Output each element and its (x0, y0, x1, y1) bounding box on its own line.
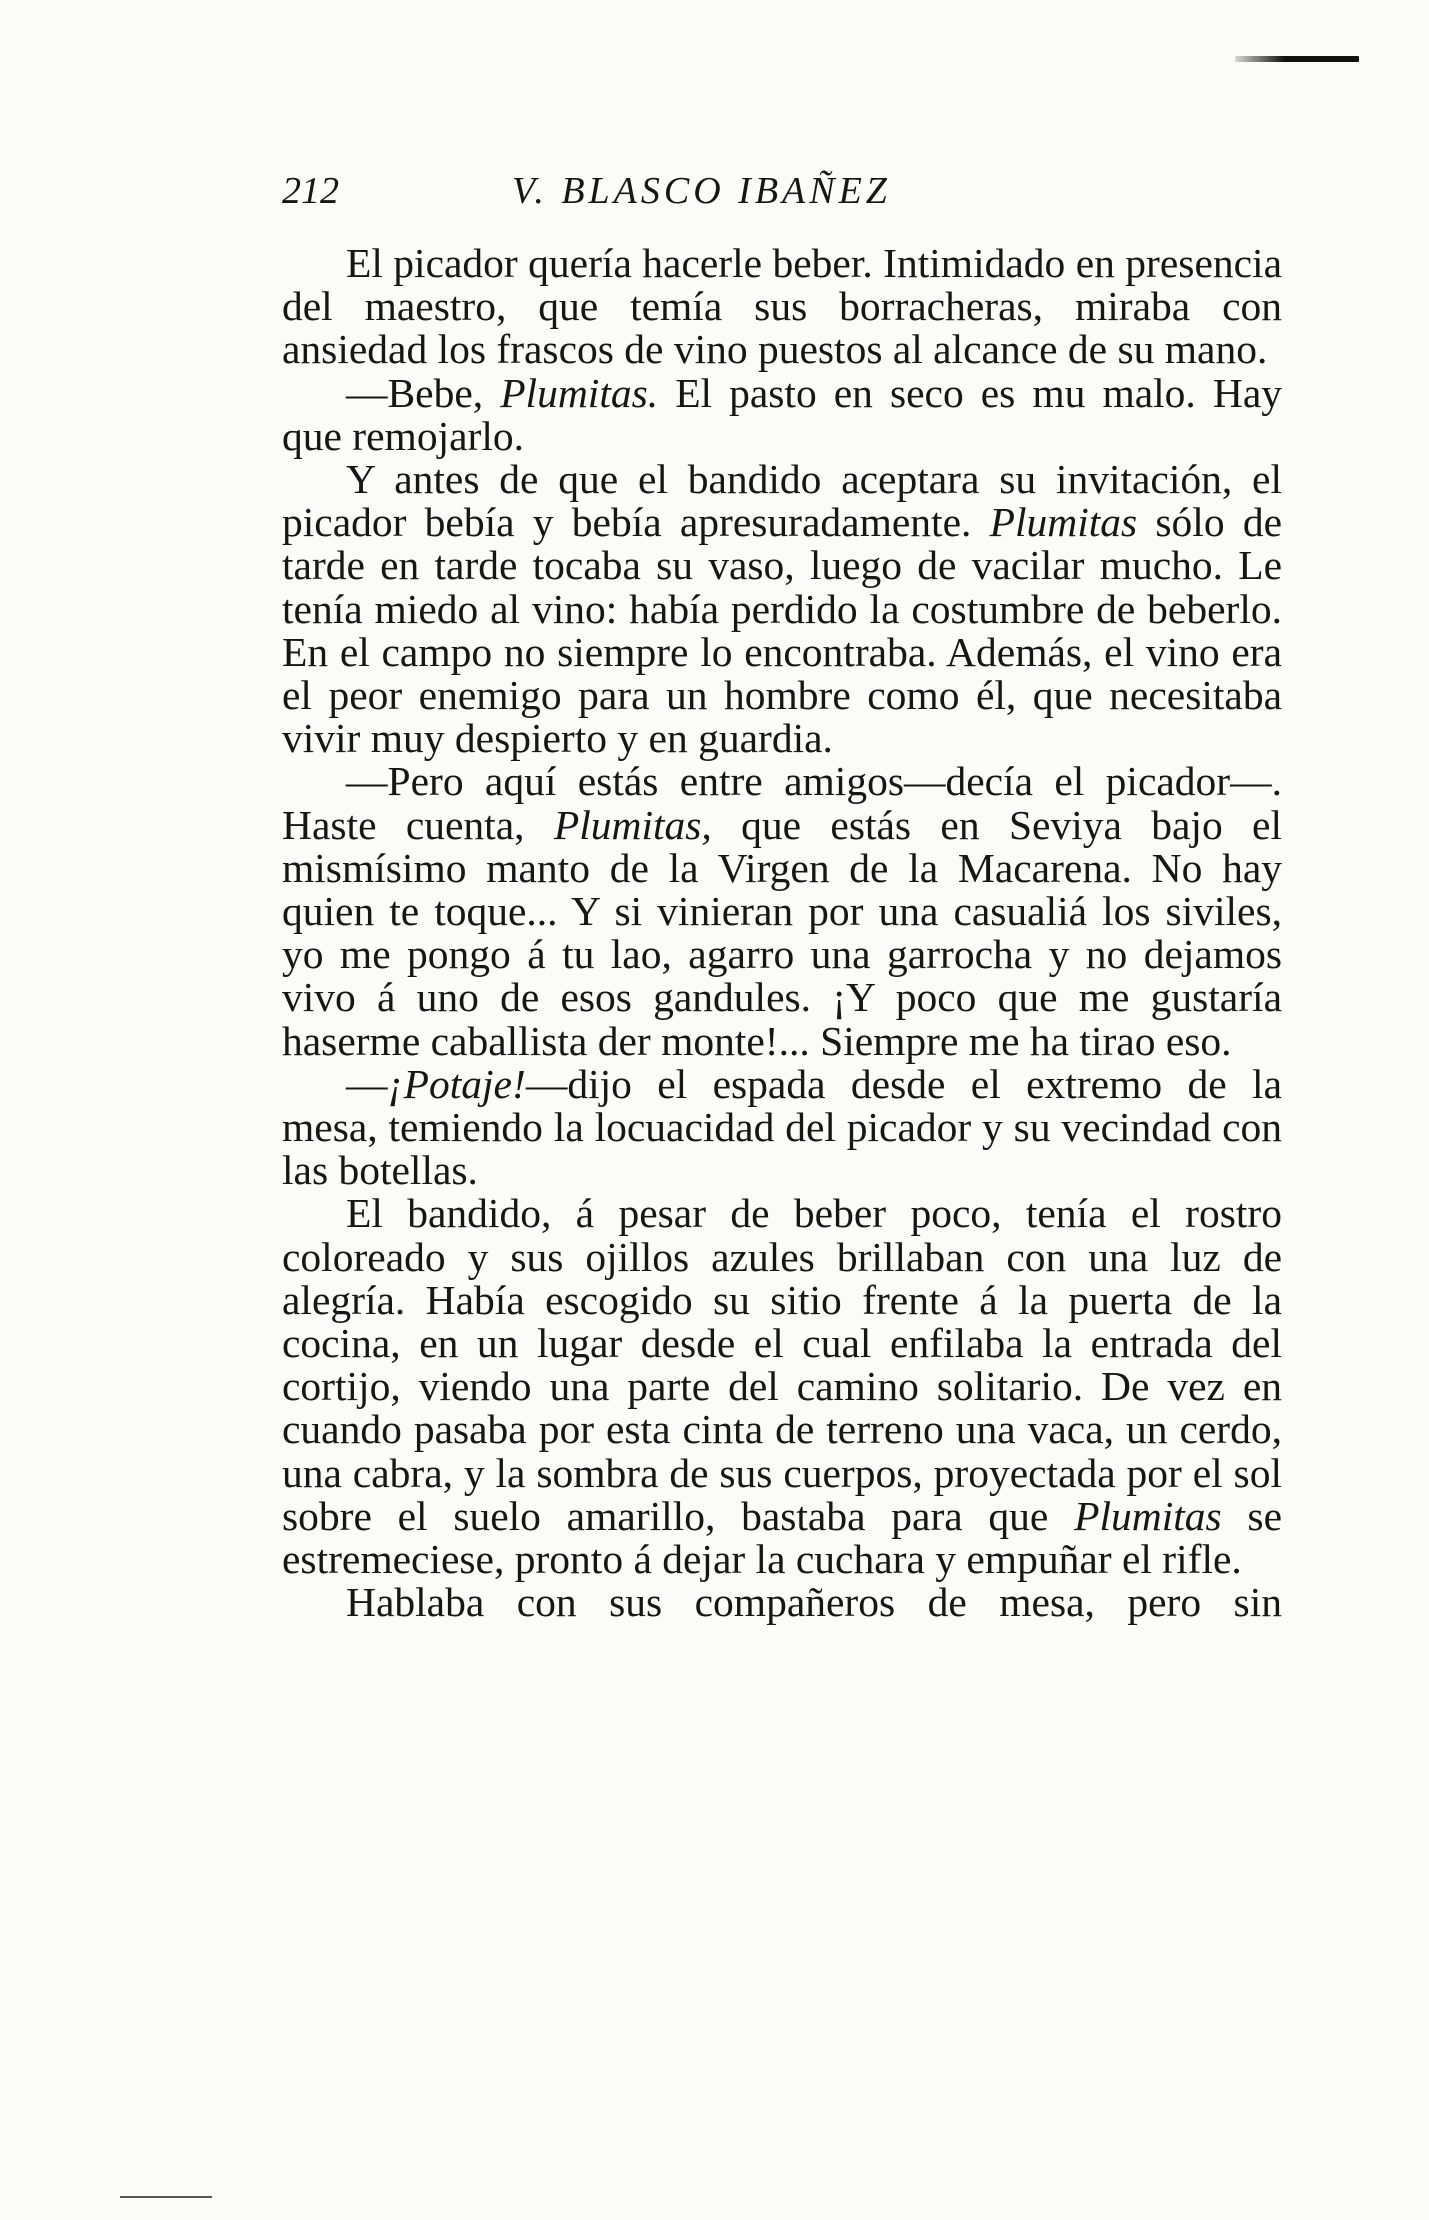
italic-name: Plumitas (989, 499, 1138, 546)
scan-edge-mark (1235, 56, 1359, 62)
text-segment: El bandido, á pesar de beber poco, tenía el rostro coloreado y sus ojillos azules brillaban con una luz de alegría. Había escogido su sitio frente á la puerta de la cocina, en un lugar desde el cual enfilaba la entrada del cortijo, viendo una parte del camino solitario. De vez en cuando pasaba por esta cinta de terreno una vaca, un cerdo, una cabra, y la sombra de sus cuerpos, proyectada por el sol sobre el suelo amarillo, bastaba para que (282, 1190, 1282, 1539)
italic-name: Plumitas (1074, 1492, 1222, 1539)
italic-name: Plumitas. (500, 369, 659, 416)
body-text (282, 242, 1282, 1625)
text-segment: sólo de tarde en tarde tocaba su vaso, luego de vacilar mucho. Le tenía miedo al vino: había perdido la costumbre de beberlo. En el campo no siempre lo encontraba. Además, el vino era el peor enemigo para un hombre como él, que necesitaba vivir muy despierto y en guardia. (282, 499, 1282, 762)
scan-bottom-mark (120, 2196, 212, 2198)
italic-name: Plumitas, (553, 801, 712, 848)
paragraph-continues (282, 1581, 1282, 1624)
page-header (282, 166, 1282, 216)
text-segment: que estás en Seviya bajo el mismísimo manto de la Virgen de la Macarena. No hay quien te toque... Y si vinieran por una casualiá los siviles, yo me pongo á tu lao, agarro una garrocha y no dejamos vivo á uno de esos gandules. ¡Y poco que me gustaría haserme caballista der monte!... Siempre me ha tirao eso. (282, 801, 1283, 1064)
paragraph (282, 1060, 1282, 1194)
text-segment: —dijo el espada desde el extremo de la mesa, temiendo la locuacidad del picador y su vecindad con las botellas. (282, 1060, 1282, 1194)
page-number: 212 (282, 170, 339, 212)
paragraph (282, 369, 1282, 459)
running-head: V. BLASCO IBAÑEZ (512, 170, 891, 212)
paragraph (282, 760, 1282, 1062)
text-segment: El pasto en seco es mu malo. Hay que remojarlo. (282, 369, 1282, 459)
text-segment: —Bebe, (346, 369, 501, 416)
text-segment: Y antes de que el bandido aceptara su invitación, el picador bebía y bebía apresuradamente. (282, 456, 1282, 546)
text-segment: se estremeciese, pronto á dejar la cuchara y empuñar el rifle. (282, 1492, 1282, 1583)
paragraph (282, 242, 1282, 372)
paragraph (282, 458, 1282, 760)
text-segment: — (346, 1060, 388, 1107)
text-segment: —Pero aquí estás entre amigos—decía el picador—. Haste cuenta, (282, 758, 1282, 848)
text-segment: El picador quería hacerle beber. Intimidado en presencia del maestro, que temía sus borracheras, miraba con ansiedad los frascos de vino puestos al alcance de su mano. (282, 240, 1282, 373)
italic-exclamation: ¡Potaje! (387, 1060, 526, 1107)
text-segment: Hablaba con sus compañeros de mesa, pero sin (346, 1579, 1282, 1626)
paragraph (282, 1192, 1282, 1581)
